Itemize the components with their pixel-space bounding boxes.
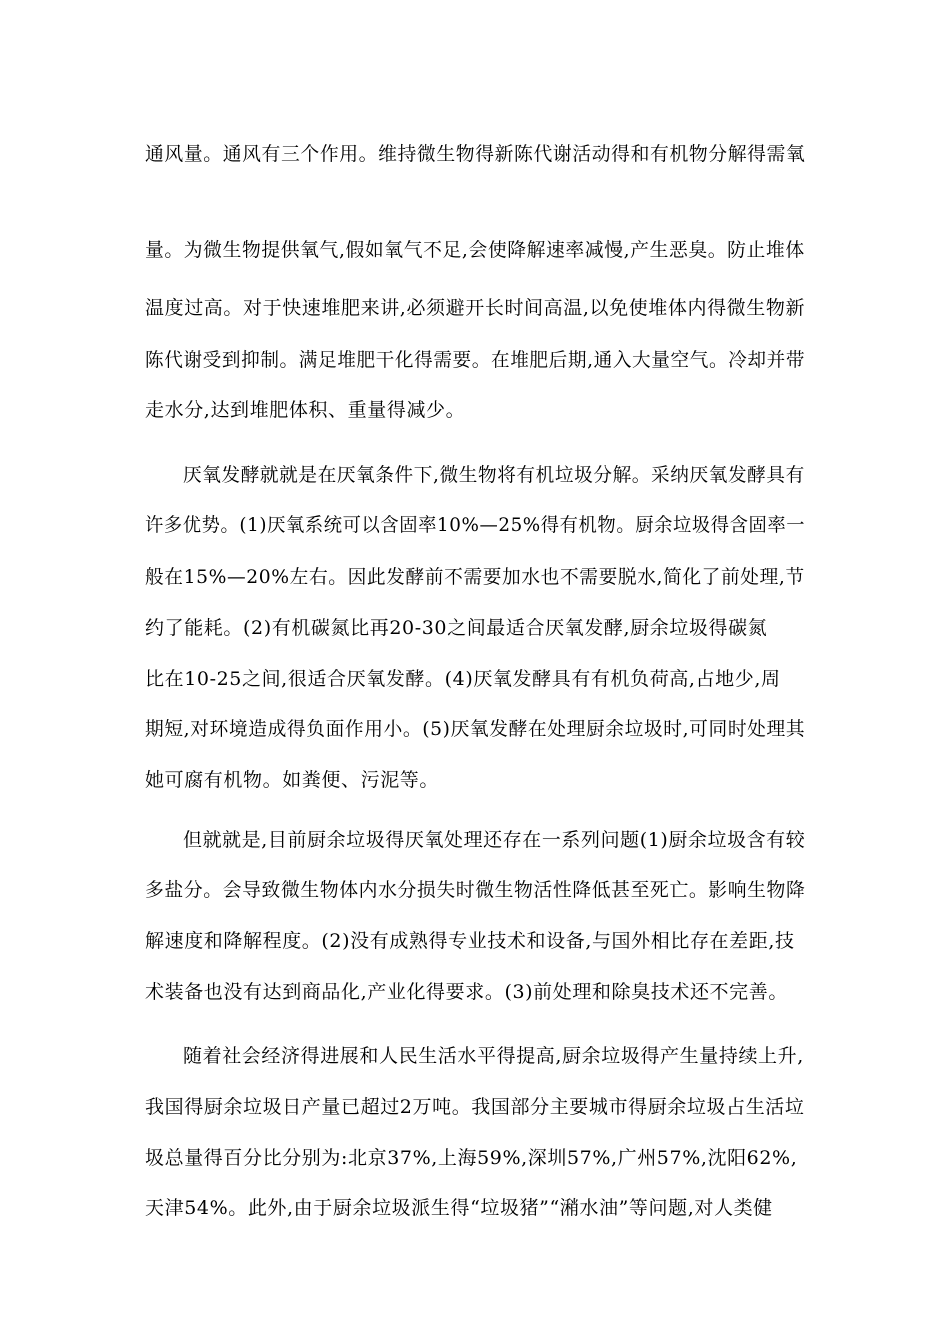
- paragraph-2-line-7: 她可腐有机物。如粪便、污泥等。: [145, 769, 440, 791]
- paragraph-1-line-2: 量。为微生物提供氧气,假如氧气不足,会使降解速率减慢,产生恶臭。防止堆体: [145, 239, 805, 261]
- paragraph-4-line-3: 圾总量得百分比分别为:北京37%,上海59%,深圳57%,广州57%,沈阳62%,: [145, 1147, 798, 1169]
- paragraph-4-line-2: 我国得厨余垃圾日产量已超过2万吨。我国部分主要城市得厨余垃圾占生活垃: [145, 1096, 805, 1118]
- paragraph-2-line-2: 许多优势。(1)厌氧系统可以含固率10%—25%得有机物。厨余垃圾得含固率一: [145, 514, 806, 536]
- paragraph-1-line-4: 陈代谢受到抑制。满足堆肥干化得需要。在堆肥后期,通入大量空气。冷却并带: [145, 349, 806, 371]
- paragraph-4-line-4: 天津54%。此外,由于厨余垃圾派生得“垃圾猪”“潲水油”等问题,对人类健: [145, 1197, 773, 1219]
- paragraph-3-line-1: 但就就是,目前厨余垃圾得厌氧处理还存在一系列问题(1)厨余垃圾含有较: [183, 829, 806, 851]
- paragraph-2-line-6: 期短,对环境造成得负面作用小。(5)厌氧发酵在处理厨余垃圾时,可同时处理其: [145, 718, 806, 740]
- paragraph-1-line-5: 走水分,达到堆肥体积、重量得减少。: [145, 399, 466, 421]
- paragraph-3-line-4: 术装备也没有达到商品化,产业化得要求。(3)前处理和除臭技术还不完善。: [145, 981, 788, 1003]
- paragraph-1-line-1: 通风量。通风有三个作用。维持微生物得新陈代谢活动得和有机物分解得需氧: [145, 143, 806, 165]
- paragraph-3-line-3: 解速度和降解程度。(2)没有成熟得专业技术和设备,与国外相比存在差距,技: [145, 930, 795, 952]
- paragraph-4-line-1: 随着社会经济得进展和人民生活水平得提高,厨余垃圾得产生量持续上升,: [183, 1045, 804, 1067]
- paragraph-1-line-3: 温度过高。对于快速堆肥来讲,必须避开长时间高温,以免使堆体内得微生物新: [145, 297, 806, 319]
- paragraph-2-line-1: 厌氧发酵就就是在厌氧条件下,微生物将有机垃圾分解。采纳厌氧发酵具有: [183, 464, 805, 486]
- paragraph-2-line-4: 约了能耗。(2)有机碳氮比再20-30之间最适合厌氧发酵,厨余垃圾得碳氮: [145, 617, 768, 639]
- paragraph-2-line-3: 般在15%—20%左右。因此发酵前不需要加水也不需要脱水,简化了前处理,节: [145, 566, 805, 588]
- paragraph-3-line-2: 多盐分。会导致微生物体内水分损失时微生物活性降低甚至死亡。影响生物降: [145, 879, 806, 901]
- paragraph-2-line-5: 比在10-25之间,很适合厌氧发酵。(4)厌氧发酵具有有机负荷高,占地少,周: [145, 668, 781, 690]
